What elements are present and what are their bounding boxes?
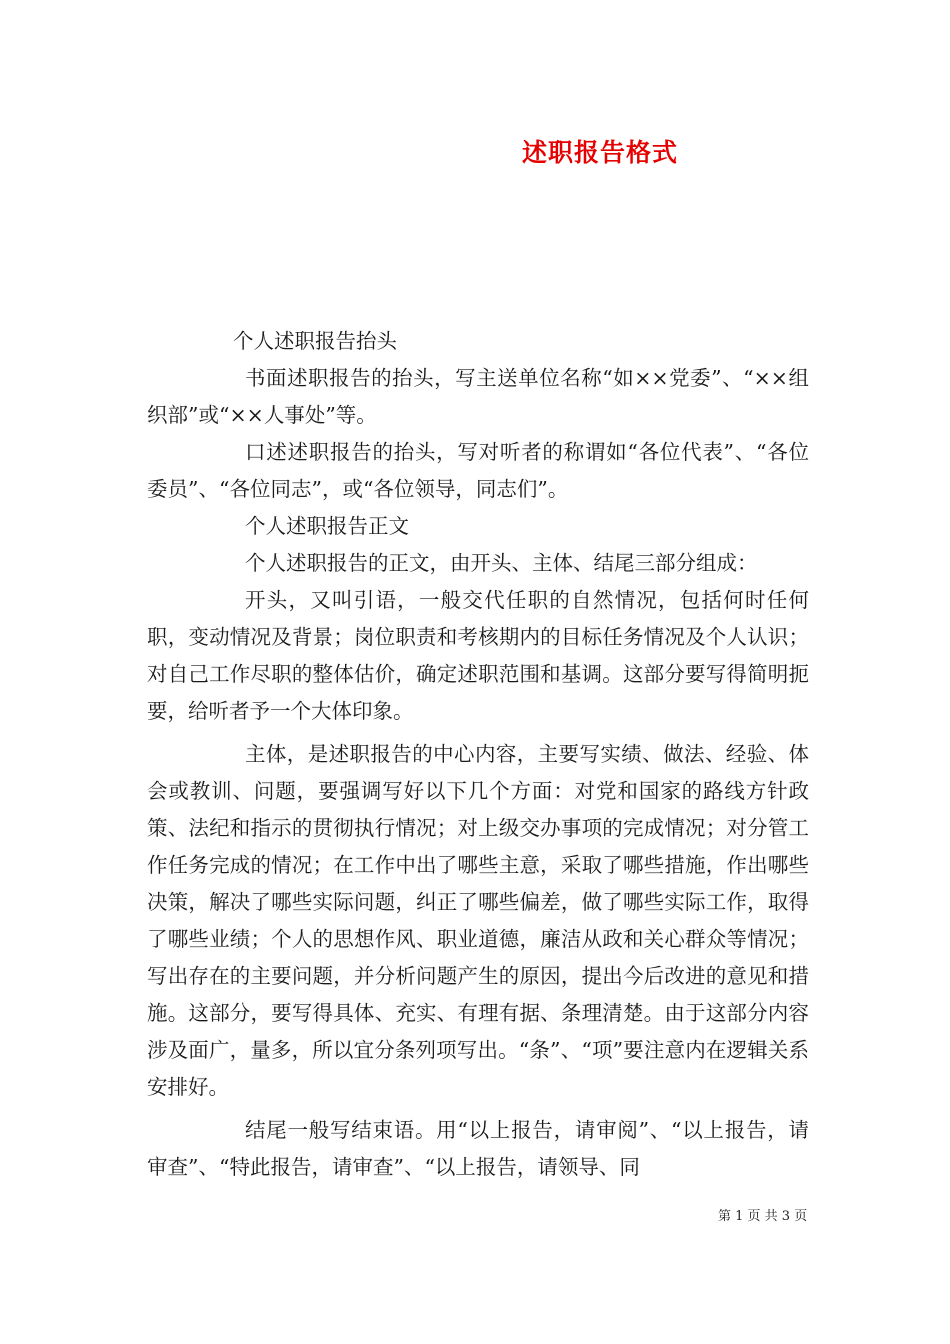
paragraph-main: 主体，是述职报告的中心内容，主要写实绩、做法、经验、体会或教训、问题，要强调写好以下几个方面：对党和国家的路线方针政策、法纪和指示的贯彻执行情况；对上级交办事项的完成情况；对分管工作任务完成的情况；在工作中出了哪些主意，采取了哪些措施，作出哪些决策，解决了哪些实际问题，纠正了哪些偏差，做了哪些实际工作，取得了哪些业绩；个人的思想作风、职业道德，廉洁从政和关心群众等情况；写出存在的主要问题，并分析问题产生的原因，提出今后改进的意见和措施。这部分，要写得具体、充实、有理有据、条理清楚。由于这部分内容涉及面广，量多，所以宜分条列项写出。“条”、“项”要注意内在逻辑关系安排好。 [147, 742, 809, 1099]
document-title: 述职报告格式 [521, 138, 678, 167]
paragraph-opening: 开头，又叫引语，一般交代任职的自然情况，包括何时任何职，变动情况及背景；岗位职责和考核期内的目标任务情况及个人认识；对自己工作尽职的整体估价，确定述职范围和基调。这部分要写得简明扼要，给听者予一个大体印象。 [147, 588, 809, 723]
paragraph-body-intro: 个人述职报告的正文，由开头、主体、结尾三部分组成： [245, 551, 758, 575]
paragraph-ending: 结尾一般写结束语。用“以上报告，请审阅”、“以上报告，请审查”、“特此报告，请审查”、“以上报告，请领导、同 [147, 1118, 809, 1179]
page-footer: 第 1 页 共 3 页 [718, 1209, 808, 1224]
section-heading-header: 个人述职报告抬头 [233, 329, 397, 353]
paragraph-written-header: 书面述职报告的抬头，写主送单位名称“如××党委”、“××组织部”或“××人事处”等。 [147, 366, 809, 427]
paragraph-oral-header: 口述述职报告的抬头，写对听者的称谓如“各位代表”、“各位委员”、“各位同志”，或“各位领导，同志们”。 [147, 440, 809, 501]
document-body [147, 323, 809, 1186]
section-heading-body: 个人述职报告正文 [245, 514, 409, 538]
